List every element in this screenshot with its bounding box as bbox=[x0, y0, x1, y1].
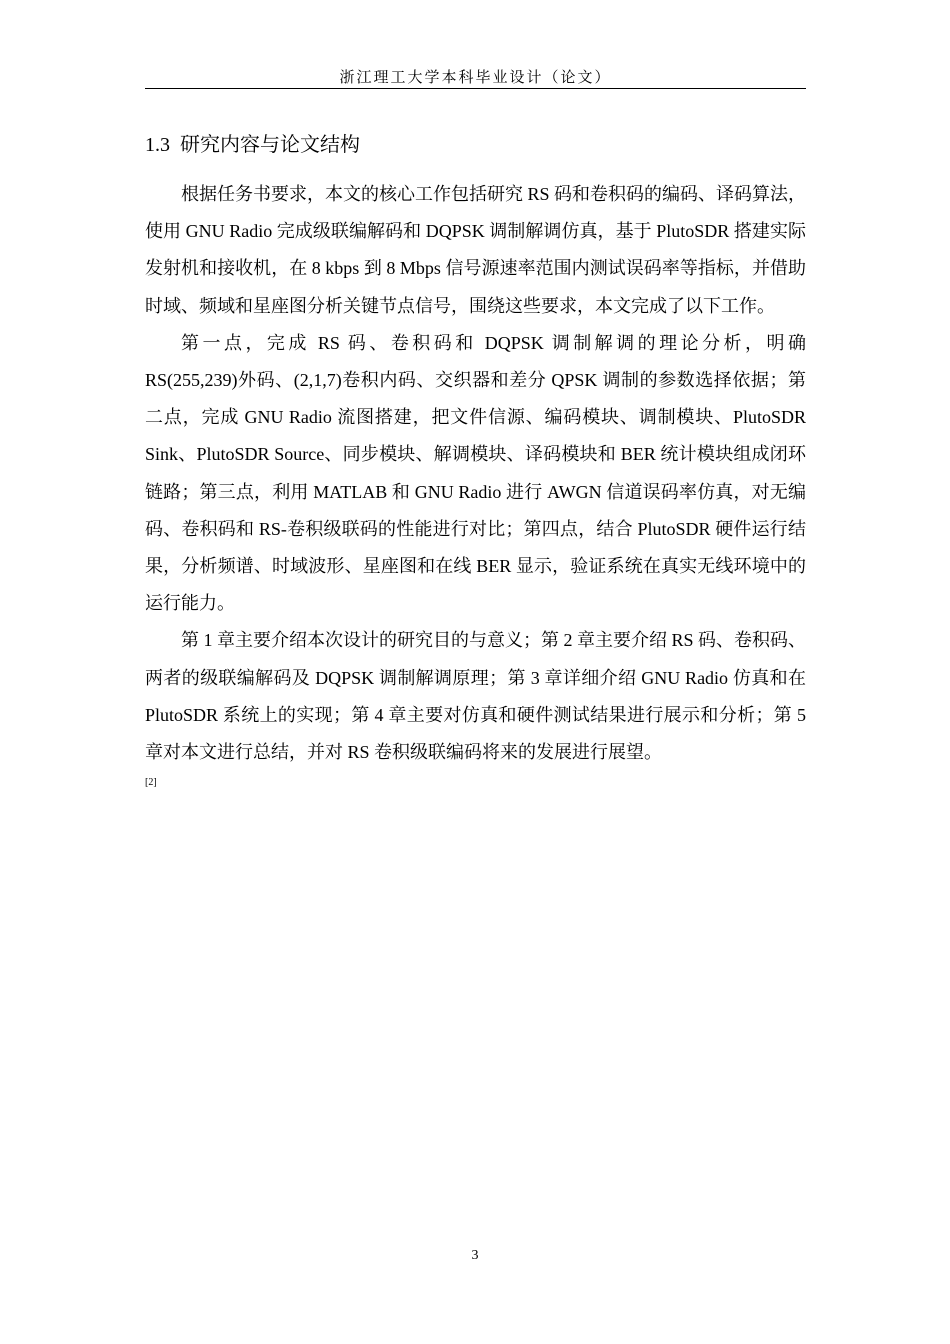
page-number: 3 bbox=[471, 1248, 479, 1263]
paragraph-task-requirements: 根据任务书要求，本文的核心工作包括研究 RS 码和卷积码的编码、译码算法，使用 GNU Radio 完成级联编解码和 DQPSK 调制解调仿真，基于 PlutoSDR 搭建实际发射机和接收机，在 8 kbps 到 8 Mbps 信号源速率范围内测试误码率等指标，并借助时域、频域和星座图分析关键节点信号，围绕这些要求，本文完成了以下工作。 bbox=[145, 184, 807, 316]
header-rule bbox=[145, 88, 806, 89]
citation-marker: [2] bbox=[145, 777, 157, 789]
section-heading bbox=[145, 128, 360, 157]
paragraph-chapter-outline: 第 1 章主要介绍本次设计的研究目的与意义；第 2 章主要介绍 RS 码、卷积码、两者的级联编解码及 DQPSK 调制解调原理；第 3 章详细介绍 GNU Radio 仿真和在 PlutoSDR 系统上的实现；第 4 章主要对仿真和硬件测试结果进行展示和分析；第 5 章对本文进行总结，并对 RS 卷积级联编码将来的发展进行展望。 bbox=[145, 630, 807, 763]
section-number: 1.3 bbox=[145, 134, 170, 156]
paragraph-work-points: 第一点，完成 RS 码、卷积码和 DQPSK 调制解调的理论分析，明确 RS(255,239)外码、(2,1,7)卷积内码、交织器和差分 QPSK 调制的参数选择依据；第二点，完成 GNU Radio 流图搭建，把文件信源、编码模块、调制模块、PlutoSDR Sink、PlutoSDR Source、同步模块、解调模块、译码模块和 BER 统计模块组成闭环链路；第三点，利用 MATLAB 和 GNU Radio 进行 AWGN 信道误码率仿真，对无编码、卷积码和 RS-卷积级联码的性能进行对比；第四点，结合 PlutoSDR 硬件运行结果，分析频谱、时域波形、星座图和在线 BER 显示，验证系统在真实无线环境中的运行能力。 bbox=[145, 332, 806, 614]
section-title: 研究内容与论文结构 bbox=[180, 132, 360, 156]
running-header: 浙江理工大学本科毕业设计（论文） bbox=[339, 70, 612, 86]
body-text bbox=[145, 176, 806, 791]
